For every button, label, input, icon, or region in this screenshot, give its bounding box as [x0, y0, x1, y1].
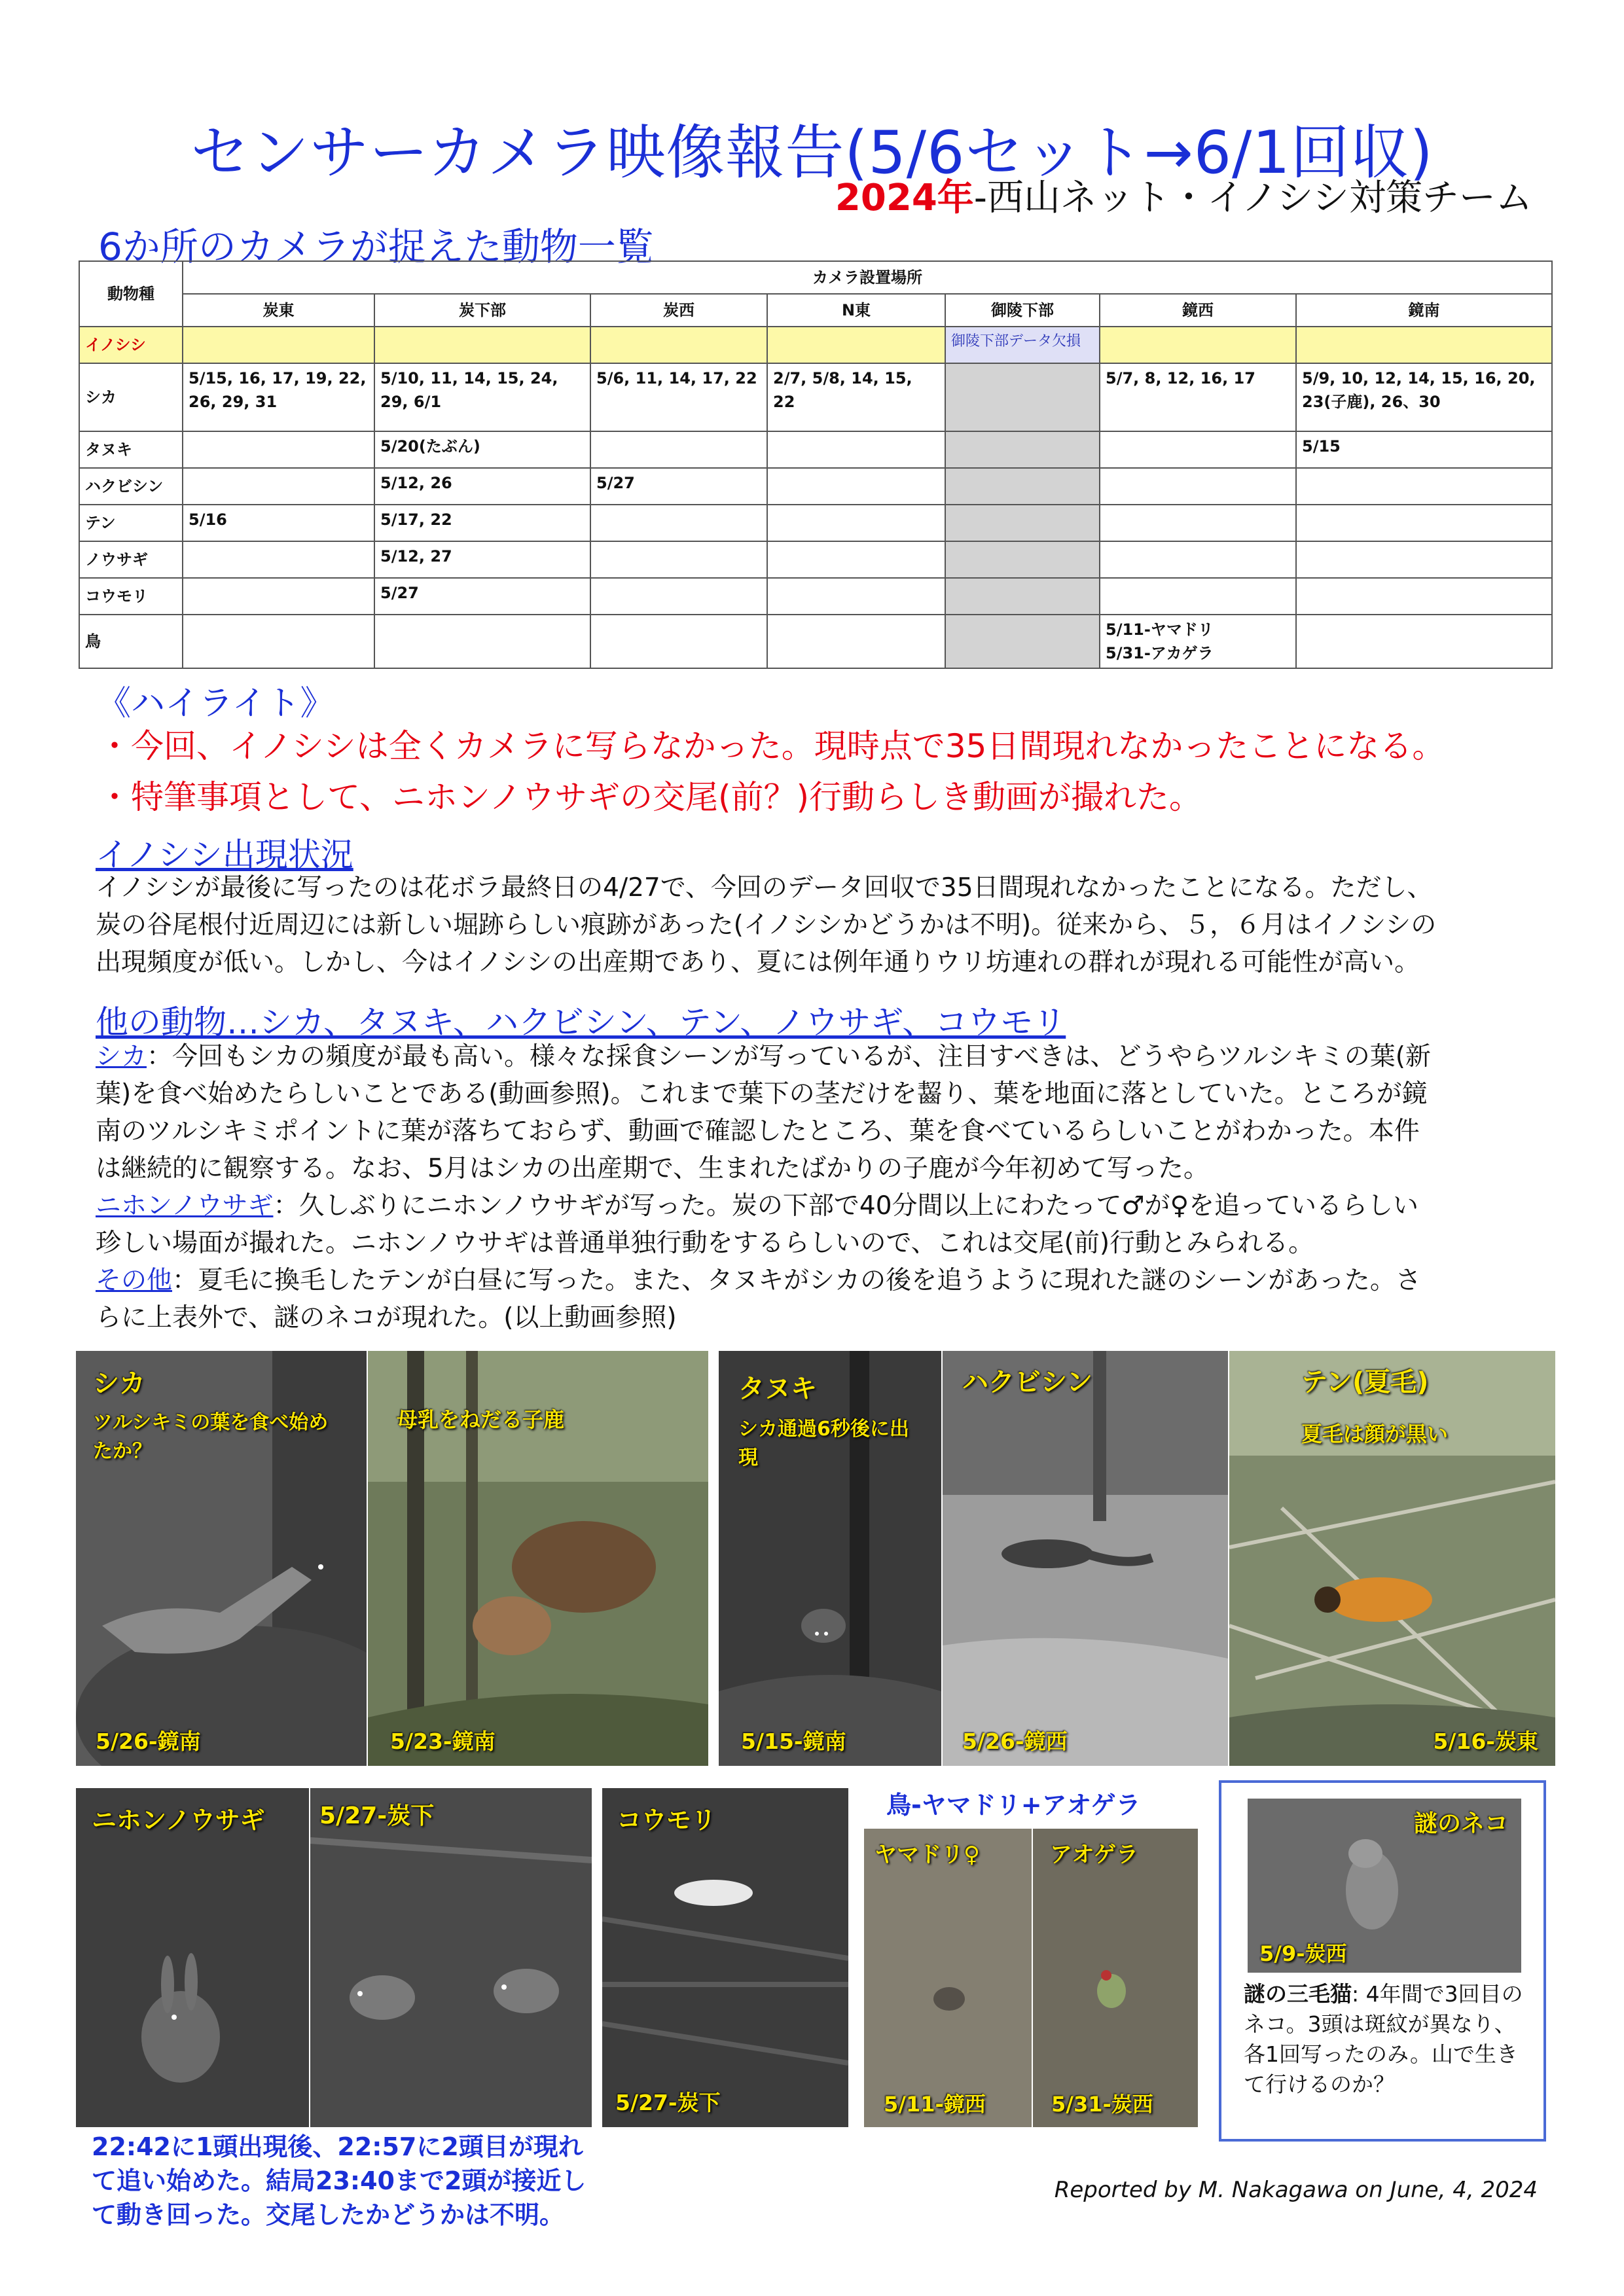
table-cell [183, 578, 374, 615]
team-name: -西山ネット・イノシシ対策チーム [973, 177, 1532, 219]
page-title: センサーカメラ映像報告(5/6セット→6/1回収) [190, 118, 1434, 187]
ten-photo-image [1229, 1351, 1555, 1766]
bat-photo [601, 1787, 850, 2128]
table-row [79, 578, 1552, 615]
table-cell [1296, 541, 1552, 578]
photo-label: ニホンノウサギ [92, 1806, 265, 1835]
table-cell: 5/15, 16, 17, 19, 22, 26, 29, 31 [183, 363, 374, 431]
table-cell [945, 363, 1100, 431]
photo-label: シカ [93, 1369, 145, 1399]
bird-entry: 5/31-アカゲラ [1106, 644, 1214, 662]
table-cell [183, 431, 374, 468]
table-cell [1296, 615, 1552, 668]
other-animals-heading: 他の動物…シカ、タヌキ、ハクビシン、テン、ノウサギ、コウモリ [96, 1003, 1066, 1041]
highlight-item: ・特筆事項として、ニホンノウサギの交尾(前？)行動らしき動画が撮れた。 [98, 778, 1202, 816]
other-link[interactable]: その他 [96, 1266, 173, 1295]
species-cell: コウモリ [79, 578, 183, 615]
table-cell: 5/16 [183, 505, 374, 541]
species-cell: イノシシ [79, 327, 183, 363]
species-cell: テン [79, 505, 183, 541]
table-cell [767, 615, 945, 668]
table-cell [1100, 327, 1296, 363]
bird-photo-2 [1032, 1827, 1199, 2128]
species-header: 動物種 [79, 261, 183, 327]
location-cell: 鏡西 [1100, 294, 1296, 327]
table-cell: 5/7, 8, 12, 16, 17 [1100, 363, 1296, 431]
hakubishin-photo [941, 1350, 1229, 1767]
deer-photo-2 [367, 1350, 710, 1767]
text-line: 珍しい場面が撮れた。ニホンノウサギは普通単独行動をするらしいので、これは交尾(前)行動とみられる。 [96, 1229, 1314, 1258]
text-line: 葉)を食べ始めたらしいことである(動画参照)。これまで葉下の茎だけを齧り、葉を地面に落としていた。ところが鏡 [96, 1079, 1428, 1109]
location-cell: N東 [767, 294, 945, 327]
text-segment: ：夏毛に換毛したテンが白昼に写った。また、タヌキがシカの後を追うように現れた謎のシーンがあった。さ [172, 1266, 1421, 1295]
table-cell [590, 431, 767, 468]
location-cell: 鏡南 [1296, 294, 1552, 327]
report-year: 2024年 [835, 177, 974, 219]
deer-link[interactable]: シカ [96, 1042, 147, 1071]
photo-caption: 夏毛は顔が黒い [1301, 1422, 1449, 1446]
report-subtitle [835, 169, 1532, 221]
table-cell: 5/20(たぶん) [374, 431, 590, 468]
tanuki-photo-image [719, 1351, 941, 1766]
photo-date: 5/27-炭下 [615, 2090, 721, 2115]
species-cell: シカ [79, 363, 183, 431]
table-cell [945, 431, 1100, 468]
location-cell: 炭西 [590, 294, 767, 327]
text-line: 出現頻度が低い。しかし、今はイノシシの出産期であり、夏には例年通りウリ坊連れの群れが現れる可能性が高い。 [96, 948, 1420, 977]
bat-photo-image [602, 1788, 848, 2127]
species-cell: ノウサギ [79, 541, 183, 578]
table-cell [945, 505, 1100, 541]
table-cell [1296, 468, 1552, 505]
table-cell [945, 468, 1100, 505]
hare-link[interactable]: ニホンノウサギ [96, 1191, 274, 1221]
text-line [96, 1187, 1536, 1225]
table-row [79, 541, 1552, 578]
species-cell: ハクビシン [79, 468, 183, 505]
hakubishin-photo-image [943, 1351, 1228, 1766]
table-cell [590, 327, 767, 363]
hare-note: 22:42に1頭出現後、22:57に2頭目が現れて追い始めた。結局23:40まで2頭が接近して動き回った。交尾したかどうかは不明。 [92, 2132, 586, 2229]
table-cell [1100, 615, 1296, 668]
table-cell [590, 615, 767, 668]
other-animals-text [96, 1038, 1536, 1336]
table-cell [945, 541, 1100, 578]
hare-photo-1 [75, 1787, 310, 2128]
table-header-row [79, 261, 1552, 294]
tanuki-photo [717, 1350, 943, 1767]
table-cell [1100, 468, 1296, 505]
table-cell [945, 615, 1100, 668]
highlights-heading: 《ハイライト》 [97, 684, 334, 723]
bird-entry: 5/11-ヤマドリ [1106, 620, 1214, 639]
boar-section-text [96, 869, 1536, 981]
cat-note-text: : 4年間で3回目のネコ。3頭は斑紋が異なり、各1回写ったのみ。山で生きて行けるのか？ [1244, 1981, 1523, 2097]
table-row [79, 431, 1552, 468]
photo-label: テン(夏毛) [1301, 1367, 1429, 1397]
location-cell: 炭下部 [374, 294, 590, 327]
table-row [79, 327, 1552, 363]
photo-label: アオゲラ [1050, 1842, 1138, 1868]
photo-label: ハクビシン [962, 1367, 1092, 1397]
location-cell: 御陵下部 [945, 294, 1100, 327]
table-cell: 5/12, 26 [374, 468, 590, 505]
table-cell [1100, 578, 1296, 615]
hare-photo-2 [309, 1787, 593, 2128]
text-line [96, 1262, 1536, 1299]
table-cell [374, 615, 590, 668]
table-cell: 5/6, 11, 14, 17, 22 [590, 363, 767, 431]
hare-photo-image [76, 1788, 309, 2127]
table-row [79, 615, 1552, 668]
animal-sightings-table [79, 260, 1553, 669]
bird-photo-image [864, 1829, 1032, 2127]
photo-date: 5/31-炭西 [1051, 2092, 1153, 2117]
species-cell: 鳥 [79, 615, 183, 668]
photo-date: 5/15-鏡南 [741, 1729, 846, 1754]
photo-label: 謎のネコ [1413, 1810, 1508, 1837]
table-cell [183, 541, 374, 578]
table-cell [183, 615, 374, 668]
boar-section-heading: イノシシ出現状況 [96, 836, 353, 874]
text-line: らに上表外で、謎のネコが現れた。(以上動画参照) [96, 1303, 677, 1333]
table-cell [1296, 578, 1552, 615]
animal-list-heading: 6か所のカメラが捉えた動物一覧 [98, 224, 654, 269]
ten-photo [1228, 1350, 1557, 1767]
photo-caption: ツルシキミの葉を食べ始めたか？ [93, 1411, 329, 1463]
photo-date: 5/26-鏡西 [962, 1729, 1068, 1754]
table-cell [767, 505, 945, 541]
table-cell [1100, 541, 1296, 578]
text-line: 南のツルシキミポイントに葉が落ちておらず、動画で確認したところ、葉を食べているらしいことがわかった。本件 [96, 1117, 1420, 1146]
highlight-item: ・今回、イノシシは全くカメラに写らなかった。現時点で35日間現れなかったことになる。 [98, 727, 1445, 765]
table-cell [374, 327, 590, 363]
table-row [79, 468, 1552, 505]
location-header: カメラ設置場所 [183, 261, 1552, 294]
table-cell [1296, 505, 1552, 541]
table-cell [1296, 327, 1552, 363]
table-cell [767, 327, 945, 363]
table-cell: 5/15 [1296, 431, 1552, 468]
table-cell: 5/17, 22 [374, 505, 590, 541]
table-cell: 5/10, 11, 14, 15, 24, 29, 6/1 [374, 363, 590, 431]
missing-data-note: 御陵下部データ欠損 [945, 327, 1100, 363]
table-cell [183, 468, 374, 505]
text-segment: ：今回もシカの頻度が最も高い。様々な採食シーンが写っているが、注目すべきは、どうやらツルシキミの葉(新 [147, 1042, 1431, 1071]
table-cell [183, 327, 374, 363]
photo-label: コウモリ [617, 1806, 717, 1835]
hare-photo-image [310, 1788, 592, 2127]
cat-photo [1246, 1797, 1523, 1974]
photo-date: 5/27-炭下 [319, 1803, 435, 1829]
table-cell: 5/12, 27 [374, 541, 590, 578]
table-cell [767, 431, 945, 468]
table-cell [590, 578, 767, 615]
text-line [96, 1038, 1536, 1075]
table-cell: 2/7, 5/8, 14, 15, 22 [767, 363, 945, 431]
table-cell [945, 578, 1100, 615]
report-credit: Reported by M. Nakagawa on June, 4, 2024 [1054, 2177, 1538, 2203]
table-cell [767, 578, 945, 615]
mystery-cat-note [1244, 1979, 1525, 2100]
photo-label: タヌキ [738, 1374, 817, 1404]
table-cell [590, 505, 767, 541]
photo-date: 5/26-鏡南 [96, 1729, 201, 1754]
table-cell: 5/27 [374, 578, 590, 615]
photo-label: ヤマドリ♀ [875, 1842, 980, 1868]
text-line: イノシシが最後に写ったのは花ボラ最終日の4/27で、今回のデータ回収で35日間現れなかったことになる。ただし、 [96, 873, 1433, 903]
table-cell [767, 468, 945, 505]
text-line: 炭の谷尾根付近周辺には新しい堀跡らしい痕跡があった(イノシシかどうかは不明)。従来から、５，６月はイノシシの [96, 910, 1437, 940]
table-cell: 5/9, 10, 12, 14, 15, 16, 20, 23(子鹿), 26、30 [1296, 363, 1552, 431]
table-cell [767, 541, 945, 578]
table-row [79, 363, 1552, 431]
table-cell: 5/27 [590, 468, 767, 505]
text-segment: ：久しぶりにニホンノウサギが写った。炭の下部で40分間以上にわたって♂が♀を追っているらしい [273, 1191, 1419, 1221]
photo-caption: 母乳をねだる子鹿 [397, 1407, 565, 1432]
photo-date: 5/16-炭東 [1433, 1729, 1538, 1754]
birds-heading: 鳥-ヤマドリ+アオゲラ [886, 1791, 1141, 1820]
species-cell: タヌキ [79, 431, 183, 468]
photo-date: 5/11-鏡西 [884, 2092, 986, 2117]
text-line: は継続的に観察する。なお、5月はシカの出産期で、生まれたばかりの子鹿が今年初めて写った。 [96, 1154, 1210, 1183]
photo-date: 5/23-鏡南 [390, 1729, 496, 1754]
bird-photo-image [1033, 1829, 1198, 2127]
location-row [79, 294, 1552, 327]
photo-caption: シカ通過6秒後に出現 [738, 1418, 909, 1469]
table-row [79, 505, 1552, 541]
table-cell [1100, 505, 1296, 541]
bird-photo-1 [863, 1827, 1033, 2128]
table-cell [1100, 431, 1296, 468]
cat-note-title: 謎の三毛猫 [1244, 1981, 1352, 2007]
deer-photo-1 [75, 1350, 368, 1767]
location-cell: 炭東 [183, 294, 374, 327]
photo-date: 5/9-炭西 [1259, 1941, 1347, 1966]
table-cell [590, 541, 767, 578]
